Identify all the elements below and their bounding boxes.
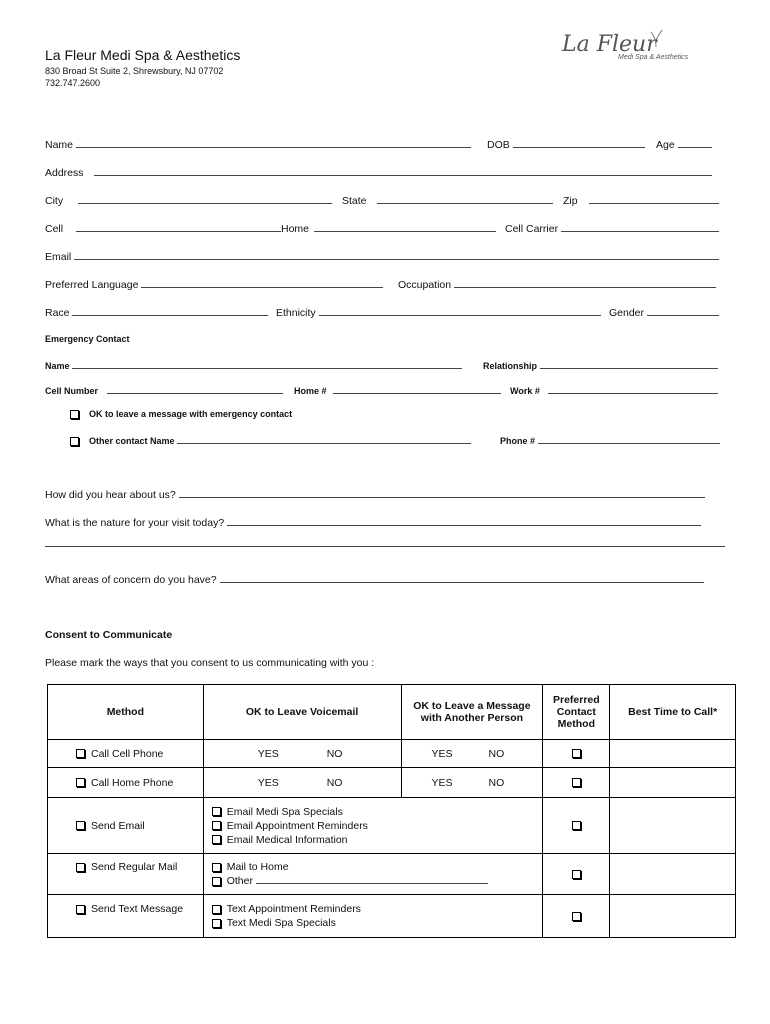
checkbox-icon[interactable] <box>212 821 221 830</box>
state-field[interactable]: State <box>342 194 553 207</box>
checkbox-icon[interactable] <box>212 863 221 872</box>
business-phone: 732.747.2600 <box>45 78 101 88</box>
voicemail-yes[interactable]: YES <box>257 747 279 760</box>
best-time-cell[interactable] <box>610 895 736 938</box>
checkbox-icon[interactable] <box>212 877 221 886</box>
emergency-home-field[interactable]: Home # <box>294 384 501 396</box>
emergency-name-field[interactable]: Name <box>45 359 462 371</box>
cell-field[interactable]: Cell <box>45 222 281 235</box>
preferred-language-field[interactable]: Preferred Language <box>45 278 383 291</box>
concern-areas-field[interactable]: What areas of concern do you have? <box>45 573 704 586</box>
method-send-email[interactable]: Send Email <box>48 798 204 854</box>
best-time-cell[interactable] <box>610 798 736 854</box>
email-option[interactable]: Email Medi Spa Specials <box>212 805 543 819</box>
mail-option[interactable]: Other <box>212 874 543 888</box>
email-option[interactable]: Email Medical Information <box>212 833 543 847</box>
address-field[interactable]: Address <box>45 166 712 179</box>
checkbox-icon[interactable] <box>572 912 581 921</box>
voicemail-no[interactable]: NO <box>326 776 343 789</box>
logo-script: La Fleur <box>562 32 657 57</box>
checkbox-icon[interactable] <box>212 919 221 928</box>
header-best-time: Best Time to Call* <box>610 685 736 740</box>
voicemail-no[interactable]: NO <box>326 747 343 760</box>
text-option[interactable]: Text Appointment Reminders <box>212 902 543 916</box>
home-field[interactable]: Home <box>281 222 496 235</box>
table-row <box>48 798 736 854</box>
another-no[interactable]: NO <box>488 747 505 760</box>
header-preferred: Preferred Contact Method <box>543 685 610 740</box>
another-yes[interactable]: YES <box>431 747 453 760</box>
email-field[interactable]: Email <box>45 250 719 263</box>
checkbox-icon[interactable] <box>76 778 85 787</box>
table-row <box>48 768 736 798</box>
emergency-work-field[interactable]: Work # <box>510 384 718 396</box>
best-time-cell[interactable] <box>610 854 736 895</box>
checkbox-icon[interactable] <box>76 749 85 758</box>
checkbox-icon[interactable] <box>70 437 79 446</box>
header-method: Method <box>48 685 204 740</box>
dob-field[interactable]: DOB <box>487 138 645 151</box>
flower-icon <box>648 28 664 48</box>
cell-carrier-field[interactable]: Cell Carrier <box>505 222 719 235</box>
business-address: 830 Broad St Suite 2, Shrewsbury, NJ 07702 <box>45 66 224 76</box>
other-contact-option[interactable]: Other contact Name <box>70 434 471 446</box>
checkbox-icon[interactable] <box>76 821 85 830</box>
checkbox-icon[interactable] <box>76 863 85 872</box>
relationship-field[interactable]: Relationship <box>483 359 718 371</box>
method-cell-phone[interactable]: Call Cell Phone <box>48 740 204 768</box>
visit-nature-field[interactable]: What is the nature for your visit today? <box>45 516 701 529</box>
emergency-cell-field[interactable]: Cell Number <box>45 384 283 396</box>
header-voicemail: OK to Leave Voicemail <box>203 685 401 740</box>
hear-about-field[interactable]: How did you hear about us? <box>45 488 705 501</box>
occupation-field[interactable]: Occupation <box>398 278 716 291</box>
checkbox-icon[interactable] <box>572 821 581 830</box>
email-option[interactable]: Email Appointment Reminders <box>212 819 543 833</box>
city-field[interactable]: City <box>45 194 332 207</box>
name-field[interactable]: Name <box>45 138 471 151</box>
method-home-phone[interactable]: Call Home Phone <box>48 768 204 798</box>
table-row <box>48 895 736 938</box>
consent-instructions: Please mark the ways that you consent to us communicating with you : <box>45 657 375 669</box>
table-row <box>48 854 736 895</box>
race-field[interactable]: Race <box>45 306 268 319</box>
ok-message-option[interactable]: OK to leave a message with emergency contact <box>70 409 292 419</box>
checkbox-icon[interactable] <box>76 905 85 914</box>
business-name: La Fleur Medi Spa & Aesthetics <box>45 47 241 63</box>
best-time-cell[interactable] <box>610 768 736 798</box>
header-another-person: OK to Leave a Message with Another Person <box>401 685 543 740</box>
checkbox-icon[interactable] <box>212 807 221 816</box>
another-no[interactable]: NO <box>488 776 505 789</box>
ethnicity-field[interactable]: Ethnicity <box>276 306 601 319</box>
table-row <box>48 740 736 768</box>
voicemail-yes[interactable]: YES <box>257 776 279 789</box>
checkbox-icon[interactable] <box>212 835 221 844</box>
age-field[interactable]: Age <box>656 138 712 151</box>
method-regular-mail[interactable]: Send Regular Mail <box>48 854 204 895</box>
checkbox-icon[interactable] <box>70 410 79 419</box>
other-contact-phone-field[interactable]: Phone # <box>500 434 720 446</box>
consent-title: Consent to Communicate <box>45 629 173 641</box>
checkbox-icon[interactable] <box>572 749 581 758</box>
visit-nature-continued-line[interactable] <box>45 546 725 547</box>
checkbox-icon[interactable] <box>212 905 221 914</box>
method-text-message[interactable]: Send Text Message <box>48 895 204 938</box>
logo <box>560 28 690 68</box>
another-yes[interactable]: YES <box>431 776 453 789</box>
best-time-cell[interactable] <box>610 740 736 768</box>
logo-subtitle: Medi Spa & Aesthetics <box>618 54 689 61</box>
consent-table <box>47 684 736 938</box>
gender-field[interactable]: Gender <box>609 306 719 319</box>
checkbox-icon[interactable] <box>572 870 581 879</box>
text-option[interactable]: Text Medi Spa Specials <box>212 916 543 930</box>
checkbox-icon[interactable] <box>572 778 581 787</box>
emergency-title: Emergency Contact <box>45 334 130 344</box>
mail-option[interactable]: Mail to Home <box>212 860 543 874</box>
zip-field[interactable]: Zip <box>563 194 719 207</box>
